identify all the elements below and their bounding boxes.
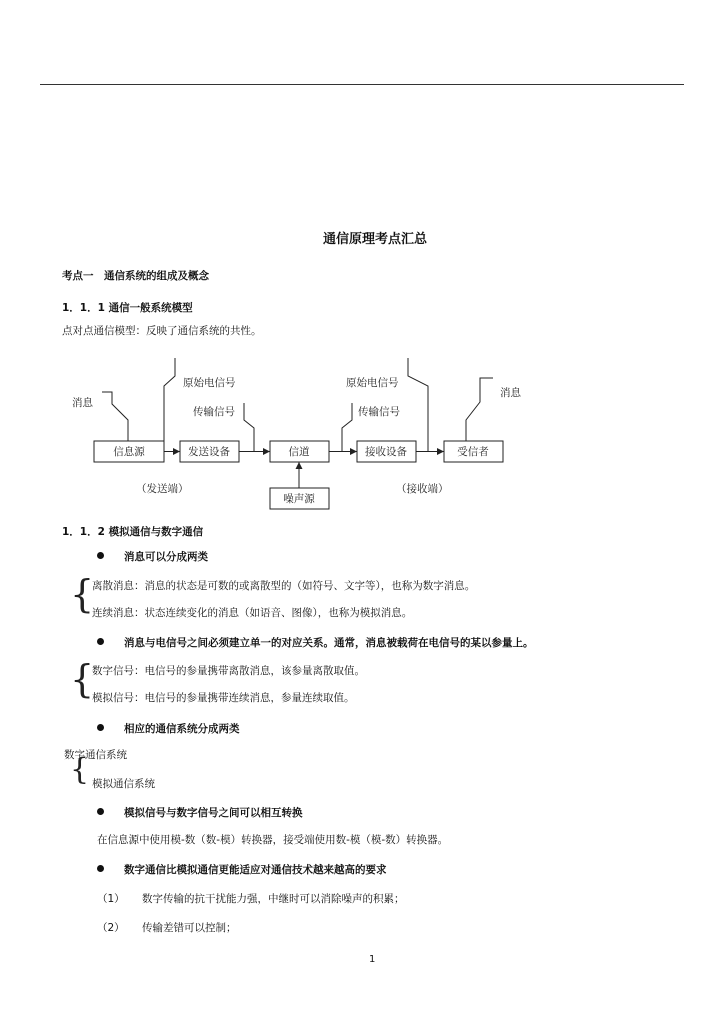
box-sink-label: 受信者: [457, 446, 489, 458]
bullet-icon: [97, 552, 104, 559]
label-orig-signal-left: 原始电信号: [183, 377, 236, 389]
analog-signal-def: 模拟信号：电信号的参量携带连续消息，参量连续取值。: [92, 692, 355, 704]
digital-system: 数字通信系统: [64, 749, 127, 761]
bullet-text: 消息与电信号之间必须建立单一的对应关系。通常，消息被载荷在电信号的某以参量上。: [124, 637, 534, 649]
box-channel-label: 信道: [288, 446, 310, 458]
bullet-text: 数字通信比模拟通信更能适应对通信技术越来越高的要求: [124, 864, 387, 876]
label-orig-signal-right: 原始电信号: [346, 377, 399, 389]
label-msg-left: 消息: [72, 397, 93, 409]
label-msg-right: 消息: [500, 387, 521, 399]
bullet-system-types: [97, 721, 240, 736]
bullet-text: 消息可以分成两类: [124, 551, 208, 563]
subsection-heading-1-1-1: 1．1．1 通信一般系统模型: [62, 302, 193, 314]
communication-model-diagram: [0, 340, 724, 515]
brace-icon: {: [70, 752, 90, 787]
item-2-text: 传输差错可以控制；: [142, 922, 237, 934]
digital-signal-def: 数字信号：电信号的参量携带离散消息，该参量离散取值。: [92, 665, 365, 677]
callout-trans-signal-left: [244, 403, 254, 451]
section-heading-1: 考点一 通信系统的组成及概念: [62, 270, 209, 282]
bullet-digital-advantage: [97, 862, 387, 877]
page-number: 1: [369, 954, 376, 965]
callout-orig-signal-left: [164, 358, 175, 451]
box-transmitter-label: 发送设备: [188, 446, 230, 458]
item-1-text: 数字传输的抗干扰能力强，中继时可以消除噪声的积累；: [142, 893, 405, 905]
box-receiver-label: 接收设备: [365, 446, 407, 458]
continuous-message-def: 连续消息：状态连续变化的消息（如语音、图像），也称为模拟消息。: [92, 607, 413, 619]
box-noise-label: 噪声源: [283, 493, 315, 505]
document-title: 通信原理考点汇总: [322, 232, 427, 247]
callout-trans-signal-right: [342, 403, 352, 451]
header-rule: [40, 84, 684, 85]
conversion-text: 在信息源中使用模-数（数-模）转换器，接受端使用数-模（模-数）转换器。: [97, 834, 449, 846]
bullet-conversion: [97, 805, 303, 820]
bullet-icon: [97, 865, 104, 872]
model-description: 点对点通信模型：反映了通信系统的共性。: [62, 325, 262, 337]
item-1-number: （1）: [97, 893, 125, 905]
bullet-text: 模拟信号与数字信号之间可以相互转换: [124, 807, 303, 819]
bullet-text: 相应的通信系统分成两类: [124, 723, 240, 735]
callout-msg-right: [466, 378, 493, 441]
bullet-icon: [97, 724, 104, 731]
subsection-heading-1-1-2: 1．1．2 模拟通信与数字通信: [62, 526, 204, 538]
callout-msg-left: [102, 392, 128, 441]
bullet-message-types: [97, 549, 208, 564]
brace-icon: {: [70, 657, 95, 701]
label-trans-signal-left: 传输信号: [193, 406, 235, 418]
label-trans-signal-right: 传输信号: [358, 406, 400, 418]
callout-orig-signal-right: [408, 358, 428, 451]
analog-system: 模拟通信系统: [92, 778, 155, 790]
item-2-number: （2）: [97, 922, 125, 934]
brace-icon: {: [70, 572, 95, 616]
bullet-icon: [97, 808, 104, 815]
label-tx-end: （发送端）: [136, 483, 189, 495]
box-source-label: 信息源: [113, 446, 145, 458]
bullet-icon: [97, 638, 104, 645]
bullet-message-signal-mapping: [97, 635, 534, 650]
label-rx-end: （接收端）: [396, 483, 449, 495]
discrete-message-def: 离散消息：消息的状态是可数的或离散型的（如符号、文字等），也称为数字消息。: [92, 580, 476, 592]
